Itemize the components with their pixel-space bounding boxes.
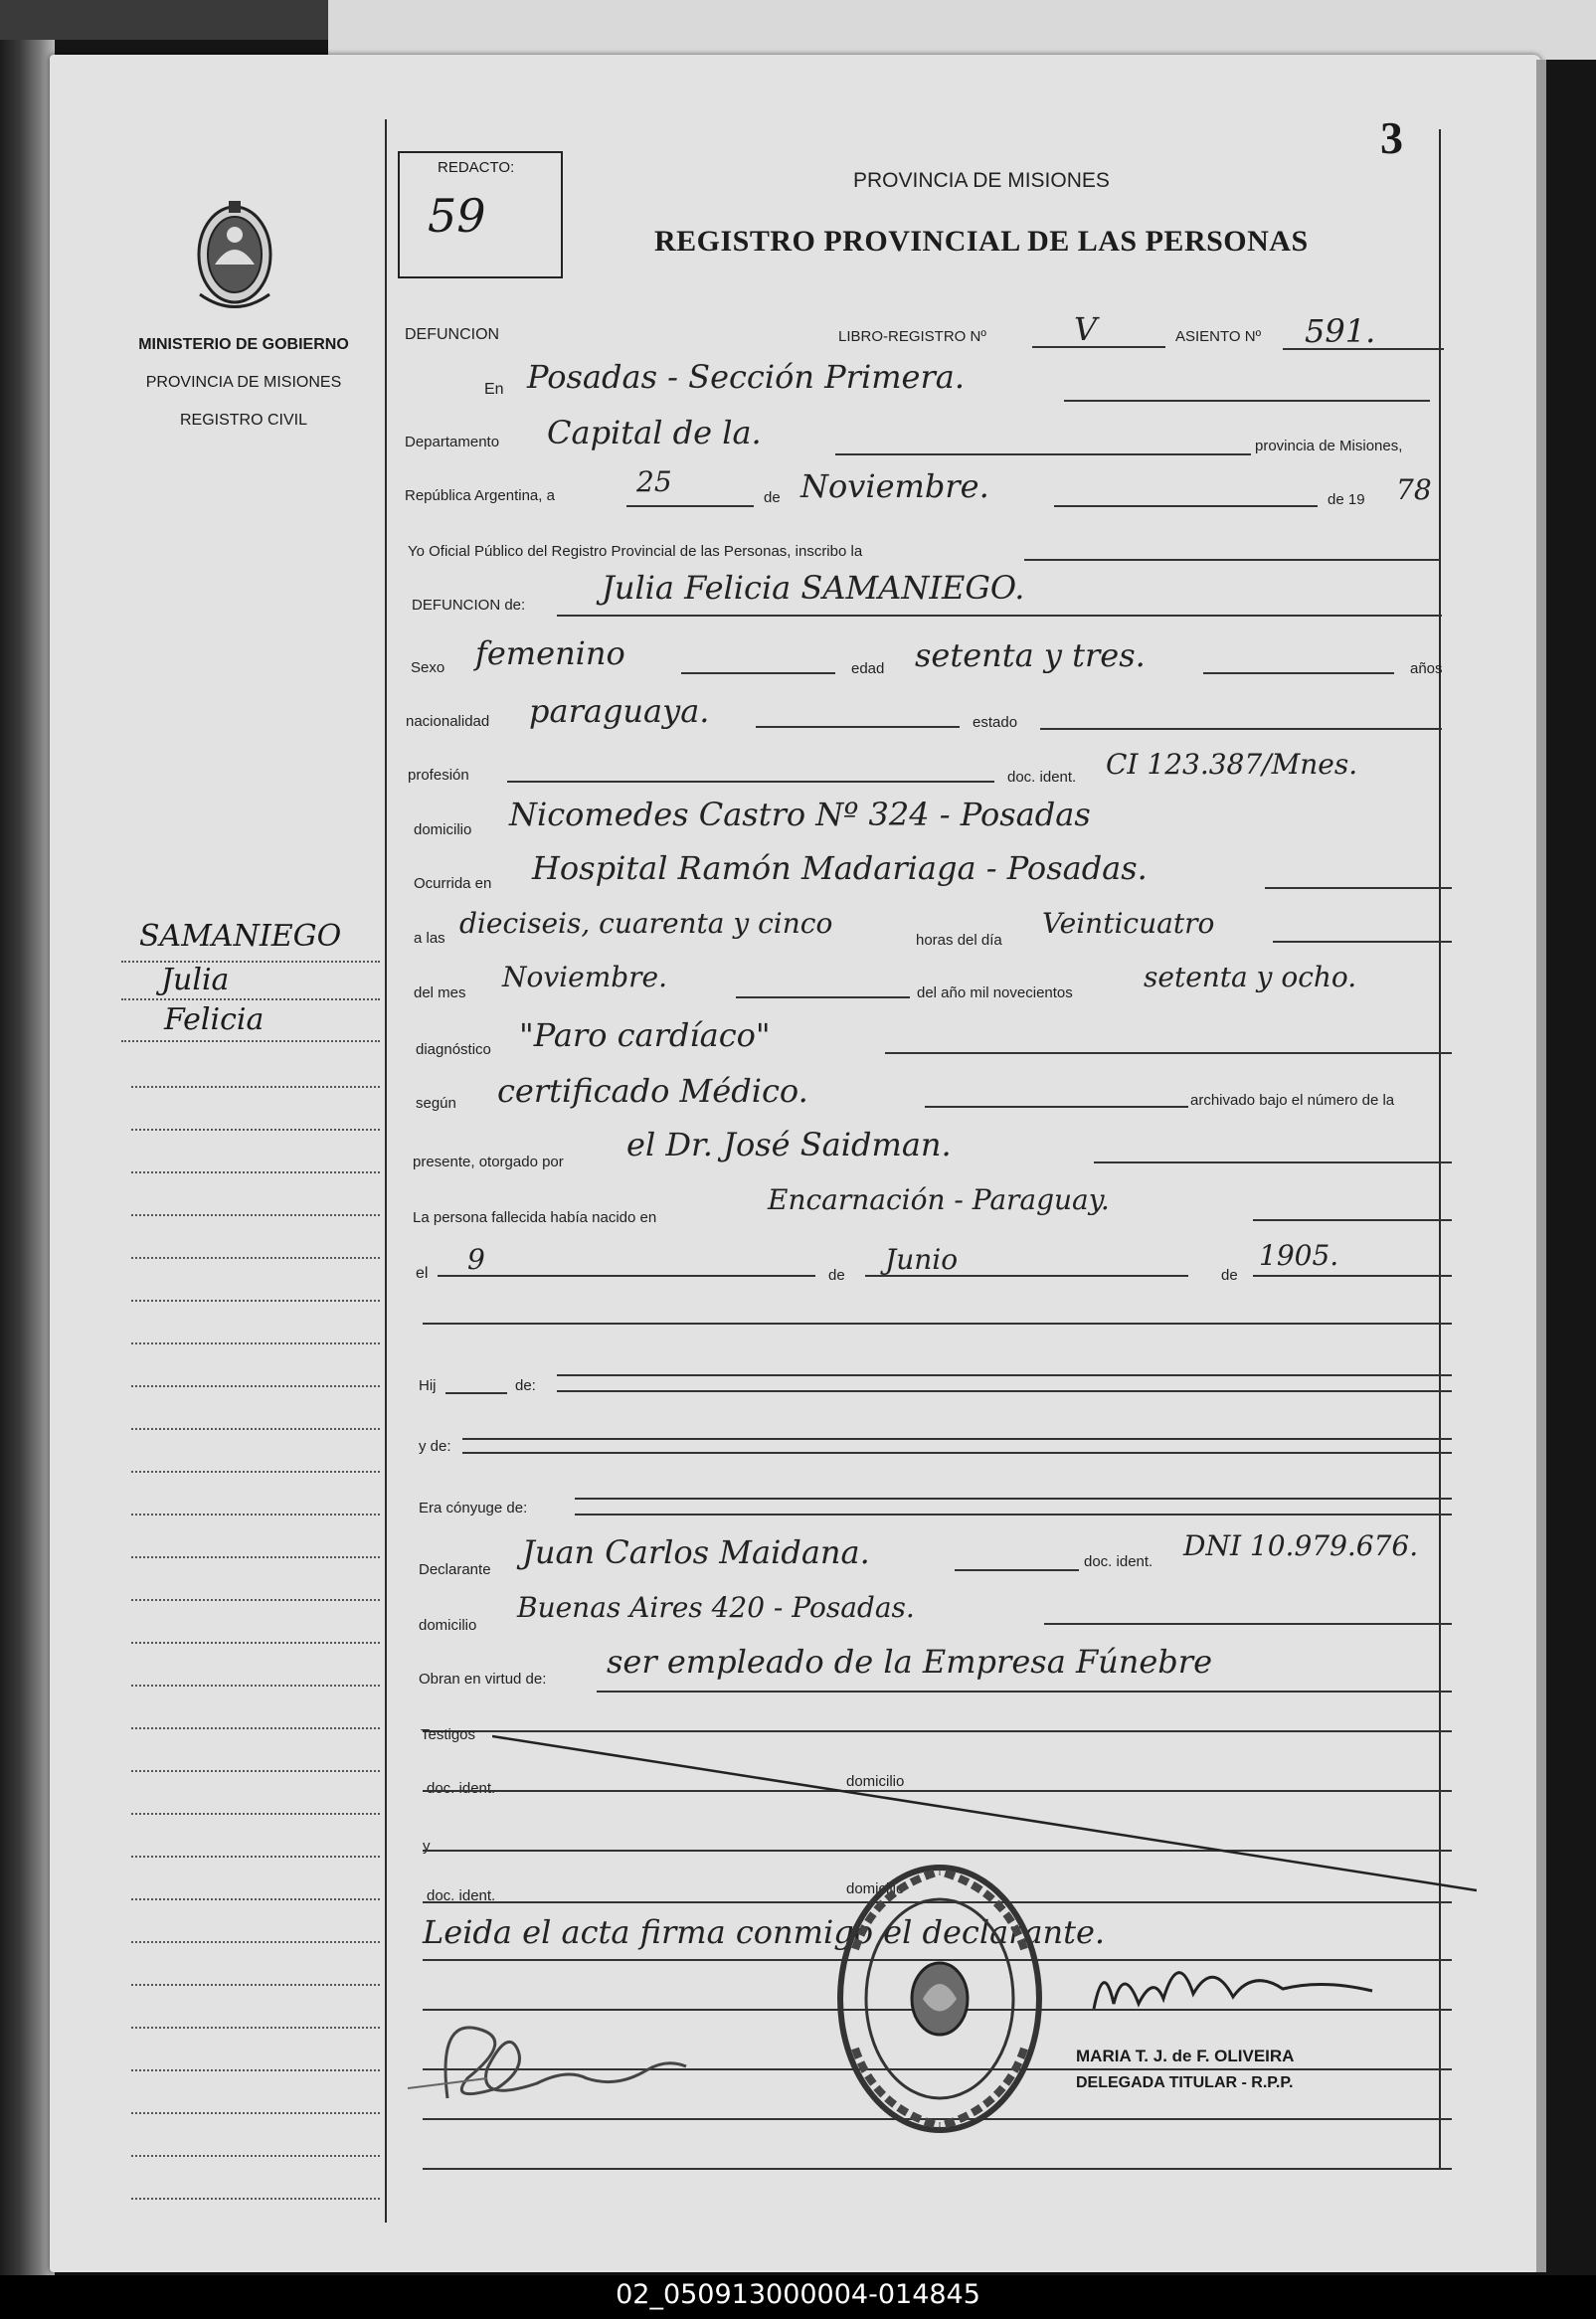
fecha-prefix: República Argentina, a: [405, 487, 555, 504]
official-signature-icon: [1084, 1949, 1382, 2029]
hora-dia-value: Veinticuatro: [1042, 907, 1215, 940]
obran-label: Obran en virtud de:: [419, 1671, 547, 1688]
mes-mid-label: del año mil novecientos: [917, 984, 1073, 1001]
mes-prefix: del mes: [414, 984, 466, 1001]
background-top-page: [328, 0, 1596, 60]
margin-line: [131, 1727, 380, 1729]
declarante-value: Juan Carlos Maidana.: [522, 1533, 870, 1571]
declarante-label: Declarante: [419, 1561, 491, 1578]
margin-line: [131, 1599, 380, 1601]
nacimiento-day-blank: [438, 1275, 815, 1277]
asiento-label: ASIENTO Nº: [1175, 328, 1262, 345]
obran-value: ser empleado de la Empresa Fúnebre: [607, 1643, 1213, 1681]
nacido-value: Encarnación - Paraguay.: [768, 1183, 1110, 1216]
margin-line: [131, 1813, 380, 1815]
provincial-crest-icon: [185, 195, 284, 314]
sexo-blank: [681, 672, 835, 674]
segun-blank: [925, 1106, 1188, 1108]
mes-blank: [736, 996, 910, 998]
margin-line: [131, 1770, 380, 1772]
en-label: En: [484, 381, 504, 398]
hijo-de-blank-2: [557, 1390, 1452, 1392]
sexo-label: Sexo: [411, 659, 445, 676]
nacimiento-month: Junio: [885, 1243, 959, 1276]
estado-blank: [1040, 728, 1442, 730]
profesion-doc-label: doc. ident.: [1007, 769, 1077, 786]
margin-line: [131, 2069, 380, 2071]
domicilio2-blank: [1044, 1623, 1452, 1625]
nacimiento-el-label: el: [416, 1265, 429, 1282]
libro-value: V: [1074, 310, 1098, 348]
hora-mid-label: horas del día: [916, 932, 1002, 949]
registry-title: REGISTRO PROVINCIAL DE LAS PERSONAS: [654, 225, 1309, 258]
margin-second-name: Felicia: [164, 1002, 265, 1037]
book-spine: [0, 40, 55, 2277]
libro-label: LIBRO-REGISTRO Nº: [838, 328, 986, 345]
otorgado-value: el Dr. José Saidman.: [626, 1126, 952, 1163]
margin-line: [131, 2155, 380, 2157]
nacimiento-month-blank: [865, 1275, 1188, 1277]
margin-line: [131, 1642, 380, 1644]
y-de-label: y de:: [419, 1438, 451, 1455]
conyuge-blank-1: [575, 1498, 1452, 1500]
y-de-blank-2: [462, 1452, 1452, 1454]
margin-line: [131, 2027, 380, 2029]
libro-blank: [1032, 346, 1165, 348]
declarant-signature-icon: [408, 2009, 696, 2118]
fecha-year: 78: [1396, 473, 1432, 506]
fecha-day-blank: [626, 505, 754, 507]
sexo-value: femenino: [475, 634, 625, 672]
conyuge-blank-2: [575, 1514, 1452, 1516]
departamento-value: Capital de la.: [547, 414, 762, 451]
fecha-day: 25: [636, 465, 672, 498]
page-edge: [1536, 60, 1546, 2272]
margin-line: [131, 1941, 380, 1943]
hijo-de-blank-1: [557, 1374, 1452, 1376]
inscribo-blank: [1024, 559, 1440, 561]
domicilio-label: domicilio: [414, 821, 472, 838]
margin-line: [131, 1129, 380, 1131]
ocurrida-blank: [1265, 887, 1452, 889]
leida-text: Leida el acta firma conmigo el declarante.: [423, 1913, 1106, 1951]
margin-line: [121, 961, 380, 963]
firma-rule-4: [423, 2168, 1452, 2170]
defuncion-de-blank: [557, 615, 1442, 617]
margin-line: [131, 1086, 380, 1088]
redacto-label: REDACTO:: [438, 159, 515, 176]
margin-line: [131, 1556, 380, 1558]
margin-line: [131, 1428, 380, 1430]
margin-line: [121, 998, 380, 1000]
testigo-y-label: y: [423, 1838, 431, 1855]
declarante-doc-label: doc. ident.: [1084, 1553, 1153, 1570]
margin-line: [131, 1898, 380, 1900]
fecha-month-blank: [1054, 505, 1318, 507]
margin-surname: SAMANIEGO: [139, 919, 342, 954]
otorgado-label: presente, otorgado por: [413, 1154, 564, 1170]
empty-rule: [423, 1323, 1452, 1325]
margin-line: [131, 1984, 380, 1986]
page-number: 3: [1380, 112, 1403, 163]
declarante-blank: [955, 1569, 1079, 1571]
declarante-doc-value: DNI 10.979.676.: [1183, 1529, 1419, 1562]
margin-line: [131, 1214, 380, 1216]
profesion-label: profesión: [408, 767, 469, 784]
hora-blank: [1273, 941, 1452, 943]
diagnostico-label: diagnóstico: [416, 1041, 491, 1058]
hijo-de-label: de:: [515, 1377, 536, 1394]
en-blank: [1064, 400, 1430, 402]
asiento-value: 591.: [1305, 312, 1376, 350]
domicilio2-label: domicilio: [419, 1617, 477, 1634]
margin-line: [131, 1257, 380, 1259]
hora-prefix: a las: [414, 930, 445, 947]
province-title: PROVINCIA DE MISIONES: [853, 169, 1110, 192]
profesion-doc-value: CI 123.387/Mnes.: [1106, 748, 1358, 781]
nacimiento-year-blank: [1253, 1275, 1452, 1277]
departamento-blank: [835, 453, 1251, 455]
nacionalidad-label: nacionalidad: [406, 713, 490, 730]
inscribo-text: Yo Oficial Público del Registro Provincial de las Personas, inscribo la: [408, 543, 863, 560]
official-name-stamp: MARIA T. J. de F. OLIVEIRA: [1076, 2047, 1295, 2065]
testigo1-doc-label: doc. ident.: [427, 1780, 496, 1797]
en-value: Posadas - Sección Primera.: [527, 358, 966, 396]
redacto-value: 59: [428, 189, 486, 243]
defuncion-de-value: Julia Felicia SAMANIEGO.: [602, 569, 1025, 607]
ocurrida-value: Hospital Ramón Madariaga - Posadas.: [532, 849, 1148, 887]
margin-line: [131, 1385, 380, 1387]
margin-line: [131, 1300, 380, 1302]
ocurrida-label: Ocurrida en: [414, 875, 492, 892]
nacido-label: La persona fallecida había nacido en: [413, 1209, 657, 1226]
image-code: 02_050913000004-014845: [616, 2279, 980, 2310]
hijo-blank: [445, 1392, 507, 1394]
ministry-province: PROVINCIA DE MISIONES: [145, 374, 342, 391]
domicilio2-value: Buenas Aires 420 - Posadas.: [517, 1591, 915, 1624]
nacionalidad-value: paraguaya.: [529, 692, 710, 730]
edad-value: setenta y tres.: [915, 636, 1146, 674]
testigos-label: Testigos: [421, 1726, 476, 1743]
ministry-title: MINISTERIO DE GOBIERNO: [138, 336, 349, 353]
margin-line: [131, 2198, 380, 2200]
margin-first-name: Julia: [161, 963, 230, 997]
official-role-stamp: DELEGADA TITULAR - R.P.P.: [1076, 2074, 1294, 2091]
margin-rule: [385, 119, 387, 2223]
edad-blank: [1203, 672, 1394, 674]
margin-line: [131, 1856, 380, 1858]
margin-line: [131, 1342, 380, 1344]
margin-line: [121, 1040, 380, 1042]
mes-value: Noviembre.: [502, 961, 668, 993]
testigo2-doc-label: doc. ident.: [427, 1887, 496, 1904]
margin-line: [131, 1514, 380, 1516]
nacionalidad-blank: [756, 726, 960, 728]
segun-value: certificado Médico.: [497, 1072, 808, 1110]
departamento-label: Departamento: [405, 434, 500, 450]
diagnostico-blank: [885, 1052, 1452, 1054]
margin-line: [131, 1685, 380, 1687]
profesion-blank: [507, 781, 994, 783]
obran-blank-1: [597, 1691, 1452, 1693]
conyuge-label: Era cónyuge de:: [419, 1500, 528, 1516]
fecha-de-label: de: [764, 489, 781, 506]
margin-line: [131, 2112, 380, 2114]
edad-label: edad: [851, 660, 885, 677]
ministry-office: REGISTRO CIVIL: [179, 412, 308, 429]
nacido-blank: [1253, 1219, 1452, 1221]
mes-anio-value: setenta y ocho.: [1144, 961, 1357, 993]
testigo1-domicilio-label: domicilio: [846, 1773, 905, 1790]
departamento-suffix: provincia de Misiones,: [1255, 438, 1403, 454]
estado-label: estado: [973, 714, 1018, 731]
domicilio-value: Nicomedes Castro Nº 324 - Posadas: [509, 796, 1091, 833]
margin-line: [131, 1471, 380, 1473]
registry-seal-icon: [835, 1860, 1044, 2138]
fecha-year-label: de 19: [1328, 491, 1365, 508]
nacimiento-day: 9: [467, 1243, 485, 1276]
segun-label: según: [416, 1095, 456, 1112]
nacimiento-de-label: de: [828, 1267, 845, 1284]
y-de-blank-1: [462, 1438, 1452, 1440]
otorgado-blank: [1094, 1161, 1452, 1163]
nacimiento-year: 1905.: [1259, 1239, 1339, 1272]
hijo-label: Hij: [419, 1377, 437, 1394]
act-type-label: DEFUNCION: [405, 326, 500, 343]
fecha-month: Noviembre.: [800, 467, 989, 505]
defuncion-de-label: DEFUNCION de:: [412, 597, 526, 614]
segun-suffix: archivado bajo el número de la: [1190, 1092, 1395, 1109]
hora-value: dieciseis, cuarenta y cinco: [459, 907, 833, 940]
asiento-blank: [1283, 348, 1444, 350]
anos-label: años: [1410, 660, 1443, 677]
margin-line: [131, 1171, 380, 1173]
diagnostico-value: "Paro cardíaco": [519, 1016, 771, 1054]
testigo2-domicilio-label: domicilio: [846, 1880, 905, 1897]
nacimiento-de2-label: de: [1221, 1267, 1238, 1284]
